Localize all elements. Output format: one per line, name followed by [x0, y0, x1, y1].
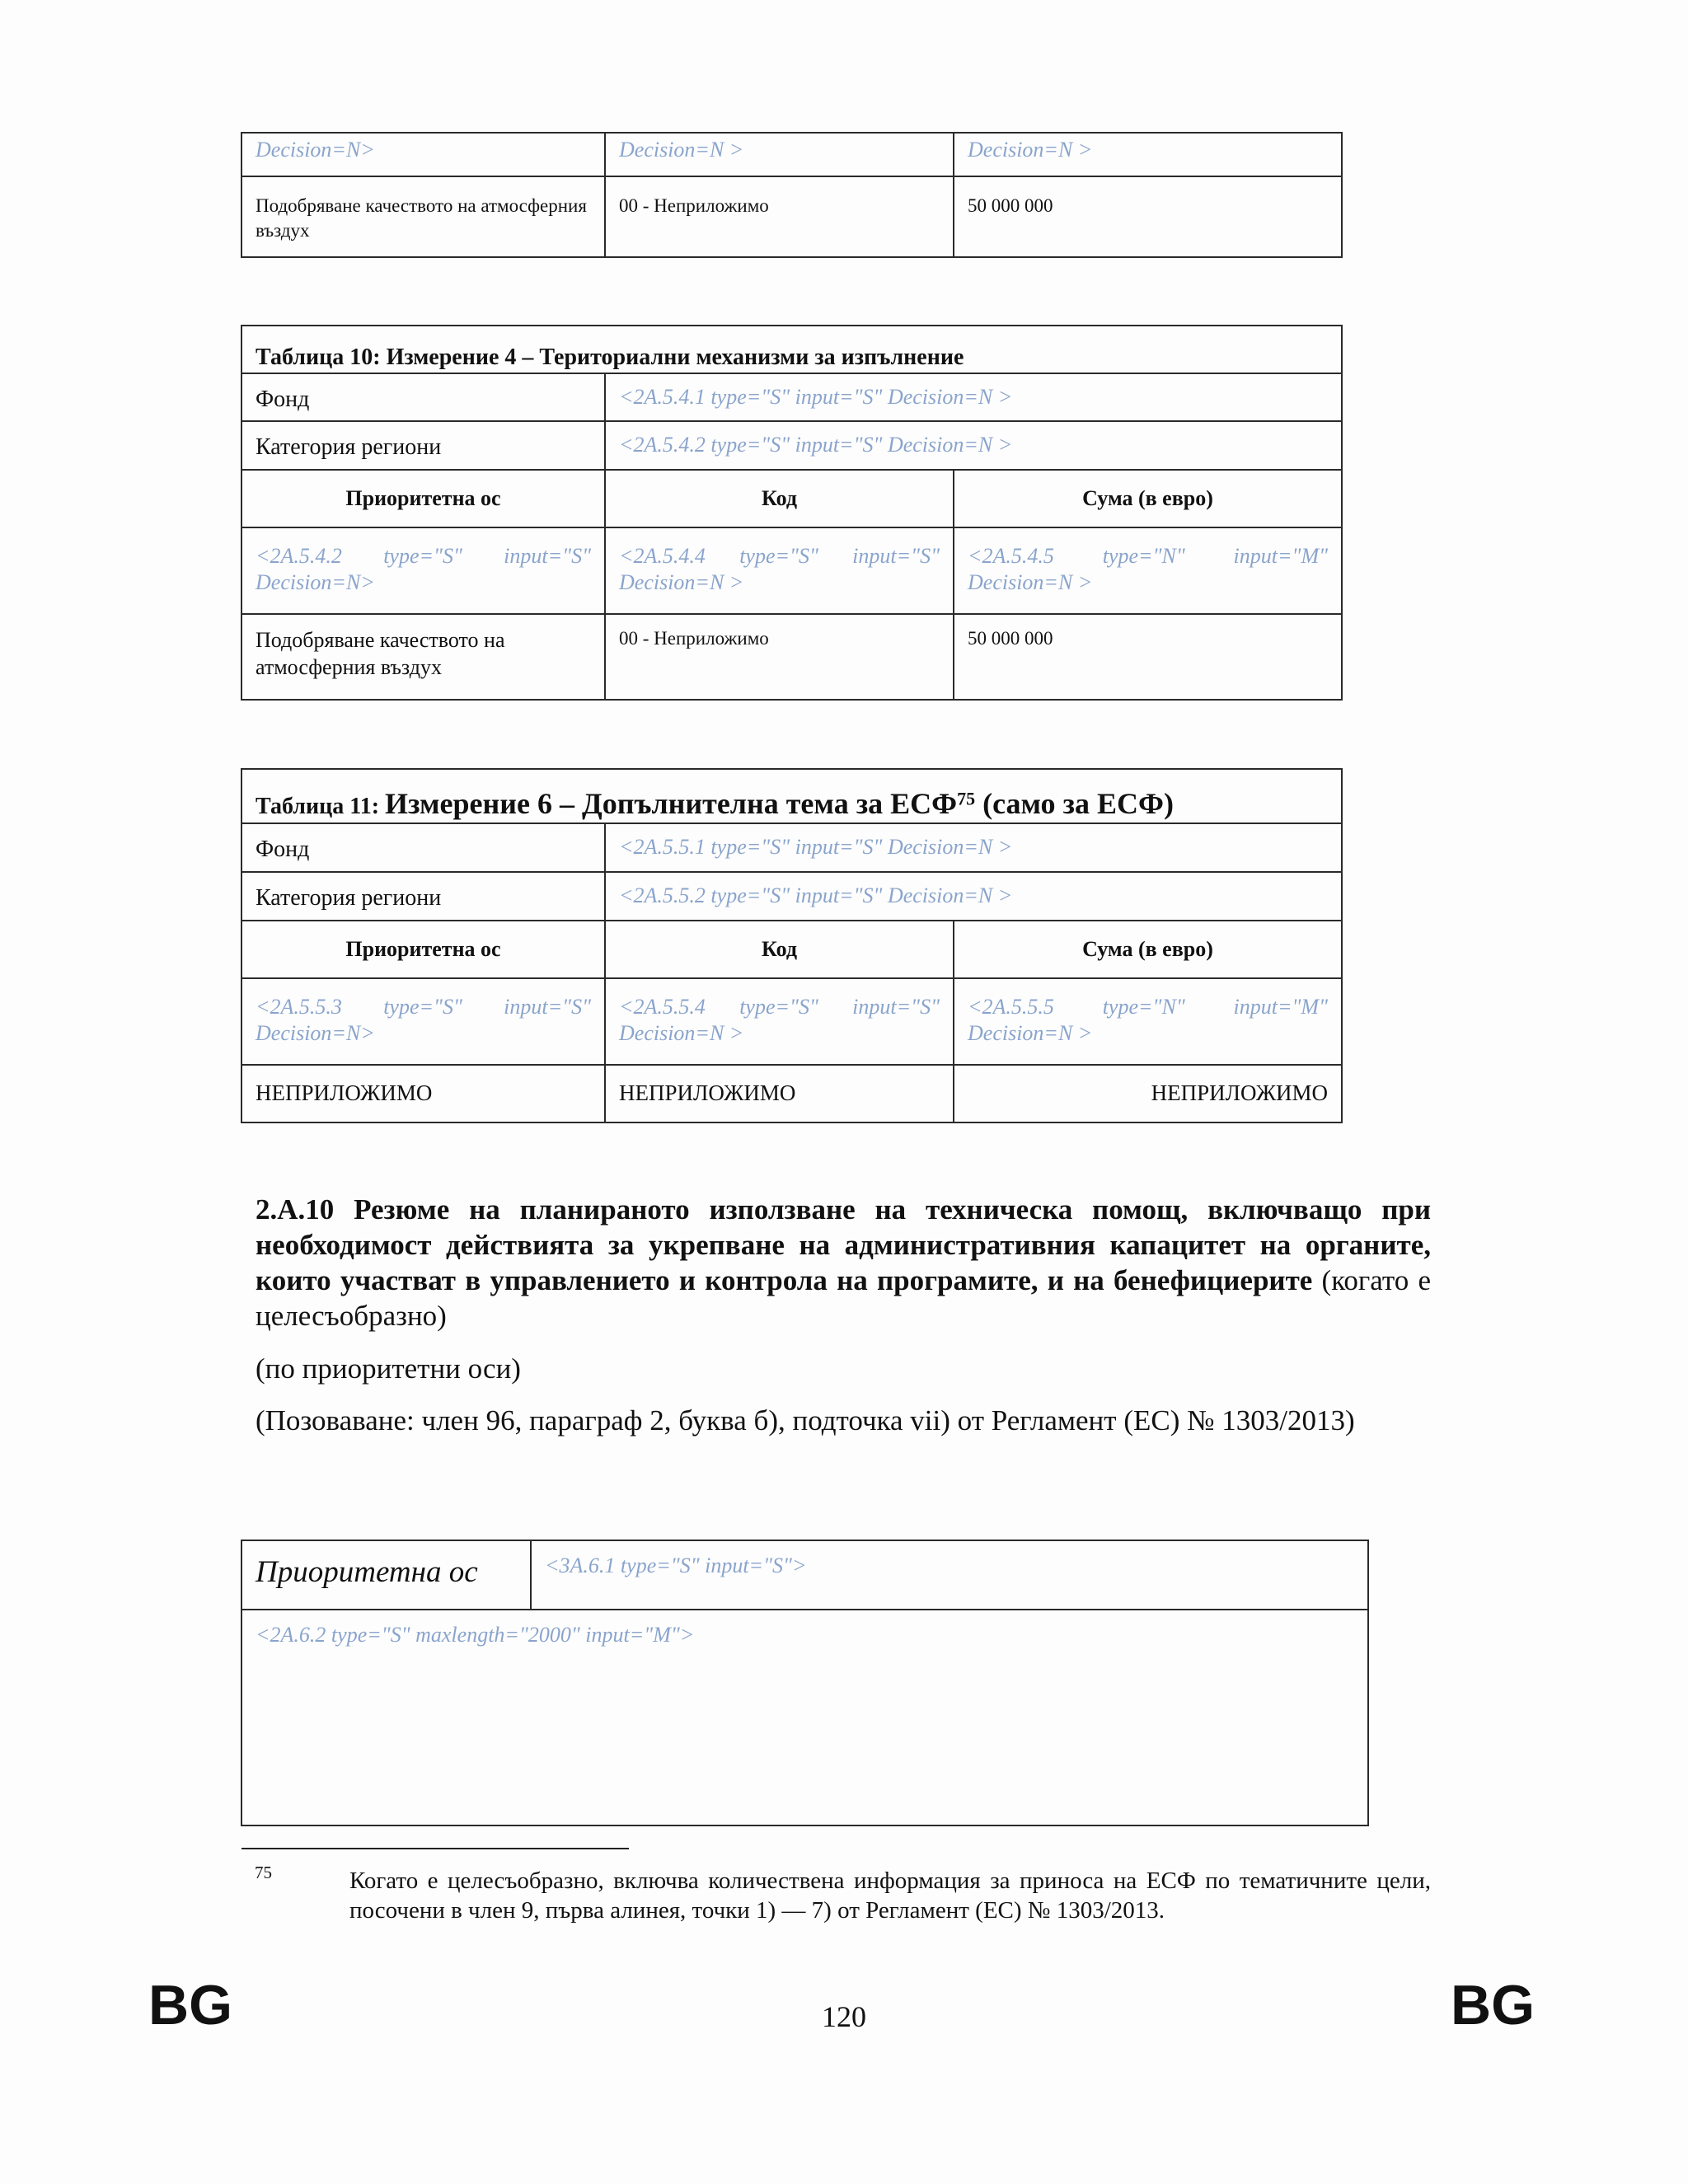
regulation-reference: (Позоваване: член 96, параграф 2, буква б), подточка vii) от Регламент (ЕС) № 1303/2013) — [256, 1404, 1355, 1436]
section-heading-bold: 2.A.10 Резюме на планираното използване на техническа помощ, включващо при необходимост действията за укрепване на административния капацитет на органите, които участват в управлението и контрола на програмите, и на бенефициерите — [256, 1193, 1431, 1296]
column-header: Код — [605, 921, 954, 978]
amount-cell: 50 000 000 — [968, 195, 1053, 216]
table-10 — [241, 325, 1343, 701]
priority-axis-cell: Подобряване качеството на атмосферния въздух — [256, 195, 587, 241]
fund-label: Фонд — [256, 387, 310, 412]
placeholder-cell: Decision=N > — [968, 138, 1093, 162]
placeholder-cell: <2A.5.5.4 type="S" input="S" Decision=N > — [619, 995, 940, 1045]
placeholder-cell: <2A.5.5.5 type="N" input="M" Decision=N > — [968, 995, 1329, 1045]
priority-axis-cell: Подобряване качеството на атмосферния въздух — [256, 628, 505, 679]
section-subtitle: (по приоритетни оси) — [256, 1352, 521, 1385]
table-11 — [241, 768, 1343, 1123]
page-number: 120 — [822, 2000, 866, 2033]
table-continuation — [241, 132, 1343, 258]
amount-cell: НЕПРИЛОЖИМО — [1151, 1080, 1329, 1105]
priority-axis-value: <3A.6.1 type="S" input="S"> — [545, 1554, 807, 1577]
footnote-text: Когато е целесъобразно, включва количествена информация за приноса на ЕСФ по тематичните цели, посочени в член 9, първа алинея, точки 1) — 7) от Регламент (ЕС) № 1303/2013. — [349, 1868, 1431, 1924]
table-title-prefix: Таблица 11: — [256, 794, 386, 819]
column-header: Сума (в евро) — [954, 921, 1342, 978]
placeholder-cell: Decision=N > — [619, 138, 744, 162]
footnote-ref[interactable]: 75 — [957, 788, 976, 809]
priority-axis-label: Приоритетна ос — [256, 1555, 478, 1589]
table-title — [241, 769, 1342, 823]
code-cell: 00 - Неприложимо — [619, 628, 769, 649]
column-header: Код — [605, 470, 954, 527]
placeholder-cell: <2A.5.4.2 type="S" input="S" Decision=N> — [256, 544, 591, 594]
section-heading-note: (когато е целесъобразно) — [256, 1264, 1431, 1332]
table-title-suffix: (само за ЕСФ) — [975, 787, 1174, 820]
priority-axis-cell: НЕПРИЛОЖИМО — [256, 1080, 433, 1105]
column-header: Приоритетна ос — [241, 470, 605, 527]
column-header: Сума (в евро) — [954, 470, 1342, 527]
table-header-row — [241, 921, 1342, 978]
table-row — [241, 527, 1342, 614]
table-row — [241, 1065, 1342, 1122]
region-value: <2A.5.5.2 type="S" input="S" Decision=N > — [619, 883, 1013, 907]
fund-label: Фонд — [256, 837, 310, 862]
table-title: Таблица 10: Измерение 4 – Териториални механизми за изпълнение — [241, 326, 1342, 373]
code-cell: 00 - Неприложимо — [619, 195, 769, 216]
table-row — [241, 614, 1342, 700]
placeholder-cell: <2A.5.5.3 type="S" input="S" Decision=N> — [256, 995, 591, 1045]
language-code-right: BG — [1451, 1974, 1535, 2036]
column-header: Приоритетна ос — [241, 921, 605, 978]
table-row — [241, 133, 1342, 176]
priority-axis-table — [241, 1540, 1369, 1826]
footnote-number: 75 — [255, 1863, 272, 1882]
placeholder-cell: <2A.5.4.5 type="N" input="M" Decision=N > — [968, 544, 1329, 594]
table-header-row — [241, 470, 1342, 527]
region-value: <2A.5.4.2 type="S" input="S" Decision=N > — [619, 433, 1013, 457]
fund-value: <2A.5.5.1 type="S" input="S" Decision=N > — [619, 835, 1013, 859]
text-placeholder: <2A.6.2 type="S" maxlength="2000" input="M"> — [256, 1623, 695, 1647]
amount-cell: 50 000 000 — [968, 628, 1053, 649]
fund-value: <2A.5.4.1 type="S" input="S" Decision=N > — [619, 385, 1013, 409]
code-cell: НЕПРИЛОЖИМО — [619, 1080, 796, 1105]
region-label: Категория региони — [256, 434, 442, 460]
table-row — [241, 176, 1342, 257]
table-row — [241, 978, 1342, 1065]
placeholder-cell: Decision=N> — [256, 138, 375, 162]
placeholder-cell: <2A.5.4.4 type="S" input="S" Decision=N > — [619, 544, 940, 594]
footnote-separator — [241, 1848, 629, 1849]
table-title-main: Измерение 6 – Допълнителна тема за ЕСФ — [385, 787, 958, 820]
region-label: Категория региони — [256, 885, 442, 911]
section-heading — [256, 1192, 1431, 1333]
language-code-left: BG — [148, 1974, 232, 2036]
